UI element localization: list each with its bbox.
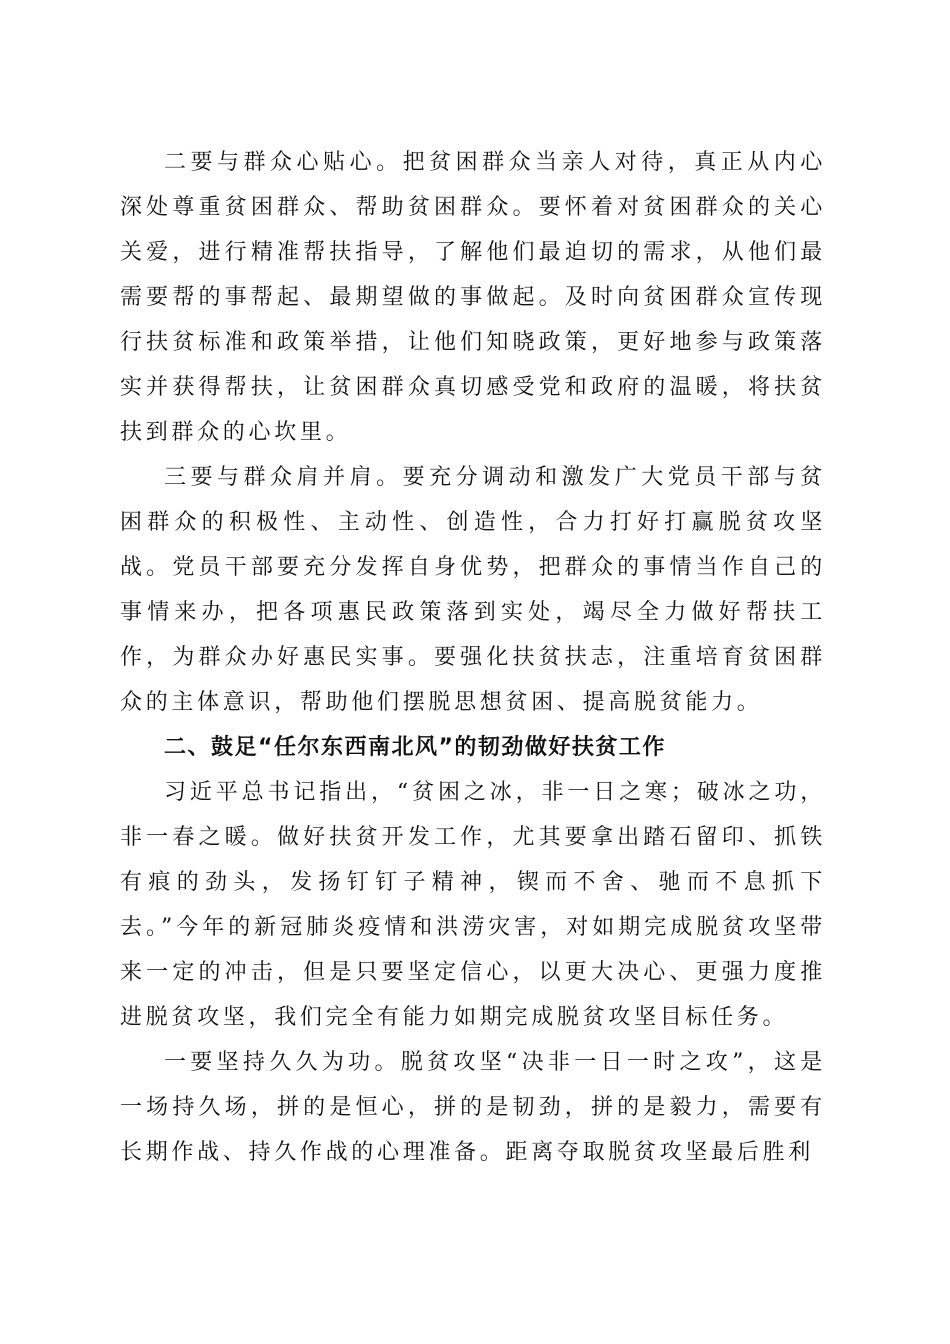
document-page [120, 140, 826, 1175]
section-heading-two: 二、鼓足“任尔东西南北风”的韧劲做好扶贫工作 [164, 735, 666, 760]
paragraph-heart-to-heart: 二要与群众心贴心。把贫困群众当亲人对待，真正从内心深处尊重贫困群众、帮助贫困群众。要怀着对贫困群众的关心关爱，进行精准帮扶指导，了解他们最迫切的需求，从他们最需要帮的事帮起、最期望做的事做起。及时向贫困群众宣传现行扶贫标准和政策举措，让他们知晓政策，更好地参与政策落实并获得帮扶，让贫困群众真切感受党和政府的温暖，将扶贫扶到群众的心坎里。 [120, 150, 826, 445]
paragraph-shoulder-to-shoulder: 三要与群众肩并肩。要充分调动和激发广大党员干部与贫困群众的积极性、主动性、创造性，合力打好打赢脱贫攻坚战。党员干部要充分发挥自身优势，把群众的事情当作自己的事情来办，把各项惠民政策落到实处，竭尽全力做好帮扶工作，为群众办好惠民实事。要强化扶贫扶志，注重培育贫困群众的主体意识，帮助他们摆脱思想贫困、提高脱贫能力。 [120, 465, 826, 715]
paragraph-persistence: 一要坚持久久为功。脱贫攻坚“决非一日一时之攻”，这是一场持久场，拼的是恒心，拼的是韧劲，拼的是毅力，需要有长期作战、持久作战的心理准备。距离夺取脱贫攻坚最后胜利 [120, 1050, 826, 1165]
paragraph-quote-xi: 习近平总书记指出，“贫困之冰，非一日之寒；破冰之功，非一春之暖。做好扶贫开发工作，尤其要拿出踏石留印、抓铁有痕的劲头，发扬钉钉子精神，锲而不舍、驰而不息抓下去。”今年的新冠肺炎疫情和洪涝灾害，对如期完成脱贫攻坚带来一定的冲击，但是只要坚定信心，以更大决心、更强力度推进脱贫攻坚，我们完全有能力如期完成脱贫攻坚目标任务。 [120, 780, 826, 1030]
